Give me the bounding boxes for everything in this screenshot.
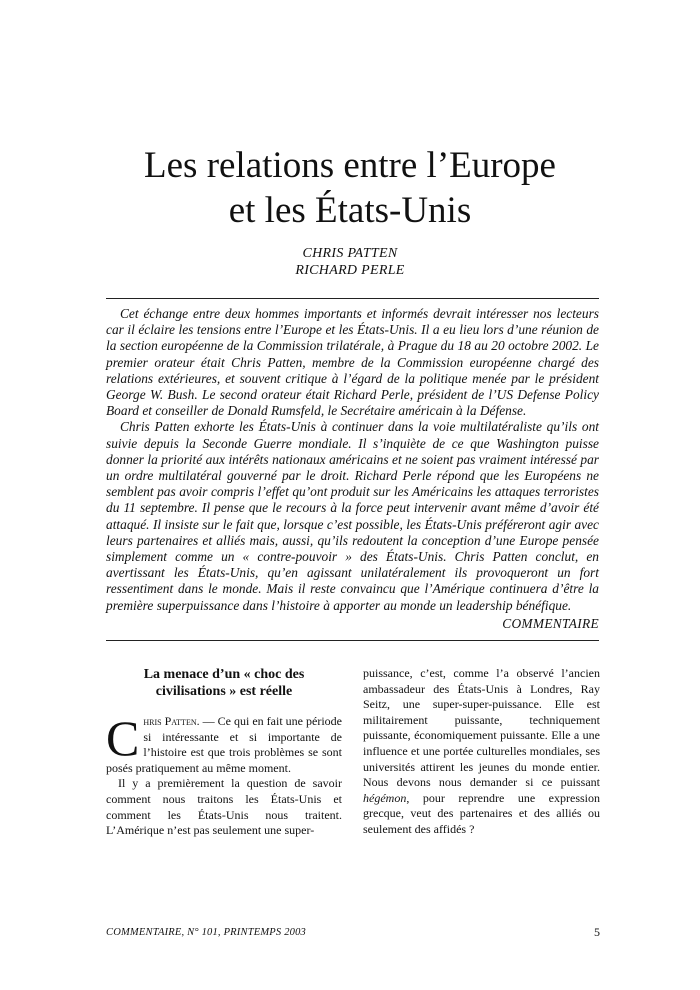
body-text: , pour reprendre une expression grecque, veut des partenaires et des alliés ou seulement des affidés ? — [363, 790, 600, 836]
left-column — [106, 666, 342, 839]
speaker-name: hris Patten. — [143, 714, 200, 728]
section-heading-line: La menace d’un « choc des — [143, 667, 305, 682]
drop-cap: C — [106, 710, 140, 766]
title-line-2: et les États-Unis — [228, 190, 472, 231]
journal-citation: COMMENTAIRE, N° 101, PRINTEMPS 2003 — [106, 927, 306, 938]
author-list — [60, 245, 640, 279]
body-text: — Ce qui en fait une période si intéressante et si importante de l’histoire est que trois problèmes se sont posés pratiquement au même moment. — [106, 714, 342, 775]
top-divider — [106, 298, 599, 299]
body-paragraph — [363, 666, 600, 838]
title-line-1: Les relations entre l’Europe — [144, 145, 556, 186]
author-name: RICHARD PERLE — [295, 263, 405, 278]
bottom-divider — [106, 640, 599, 641]
abstract-signature: COMMENTAIRE — [502, 616, 599, 631]
section-heading — [106, 666, 342, 700]
body-paragraph: Il y a premièrement la question de savoir comment nous traitons les États-Unis et comment les États-Unis nous traitent. L’Amérique n’est pas seulement une super- — [106, 776, 342, 838]
abstract-paragraph: Chris Patten exhorte les États-Unis à continuer dans la voie multilatéraliste qu’ils ont suivie depuis la Seconde Guerre mondiale. Il s’inquiète de ce que Washington puisse donner la priorité aux intérêts nationaux américains et ne soient pas vraiment intéressé par un ordre multilatéral gouverné par le droit. Richard Perle répond que les Européens ne semblent pas avoir compris l’effet qu’ont produit sur les Américains les attaques terroristes du 11 septembre. Il pense que le recours à la force peut intervenir avant même d’avoir été attaqué. Il insiste sur le fait que, lorsque c’est possible, les États-Unis préféreront agir avec leurs partenaires et alliés mais, aussi, qu’ils redoutent la conception d’une Europe pensée simplement comme un « contre-pouvoir » des États-Unis. Chris Patten conclut, en avertissant les États-Unis, qu’en agissant unilatéralement ils provoqueront un fort ressentiment dans le monde. Mais il reste convaincu que l’Amérique continuera d’être la première superpuissance dans l’histoire à apporter au monde un leadership bénéfique. — [106, 419, 599, 613]
body-paragraph — [106, 710, 342, 776]
body-text: puissance, c’est, comme l’a observé l’ancien ambassadeur des États-Unis à Londres, Ray Seitz, une super-super-puissance. Elle est militairement puissante, techniquement puissante, économiquement puissante. Elle a une influence et une portée culturelles mondiales, ses universités attirent les jeunes du monde entier. Nous devons nous demander si ce puissant — [363, 666, 600, 790]
emphasized-word: hégémon — [363, 790, 407, 805]
section-heading-line: civilisations » est réelle — [155, 684, 293, 699]
abstract — [106, 306, 599, 631]
article-title — [60, 143, 640, 233]
abstract-paragraph: Cet échange entre deux hommes importants et informés devrait intéresser nos lecteurs car il éclaire les tensions entre l’Europe et les États-Unis. Il a eu lieu lors d’une réunion de la section européenne de la Commission trilatérale, à Prague du 18 au 20 octobre 2002. Le premier orateur était Chris Patten, membre de la Commission européenne chargé des relations extérieures, et souvent critique à l’égard de la politique menée par le président George W. Bush. Le second orateur était Richard Perle, président de l’US Defense Policy Board et conseiller de Donald Rumsfeld, le Secrétaire américain à la Défense. — [106, 306, 599, 419]
author-name: CHRIS PATTEN — [302, 246, 398, 261]
right-column — [363, 666, 600, 838]
page-number: 5 — [594, 925, 600, 939]
